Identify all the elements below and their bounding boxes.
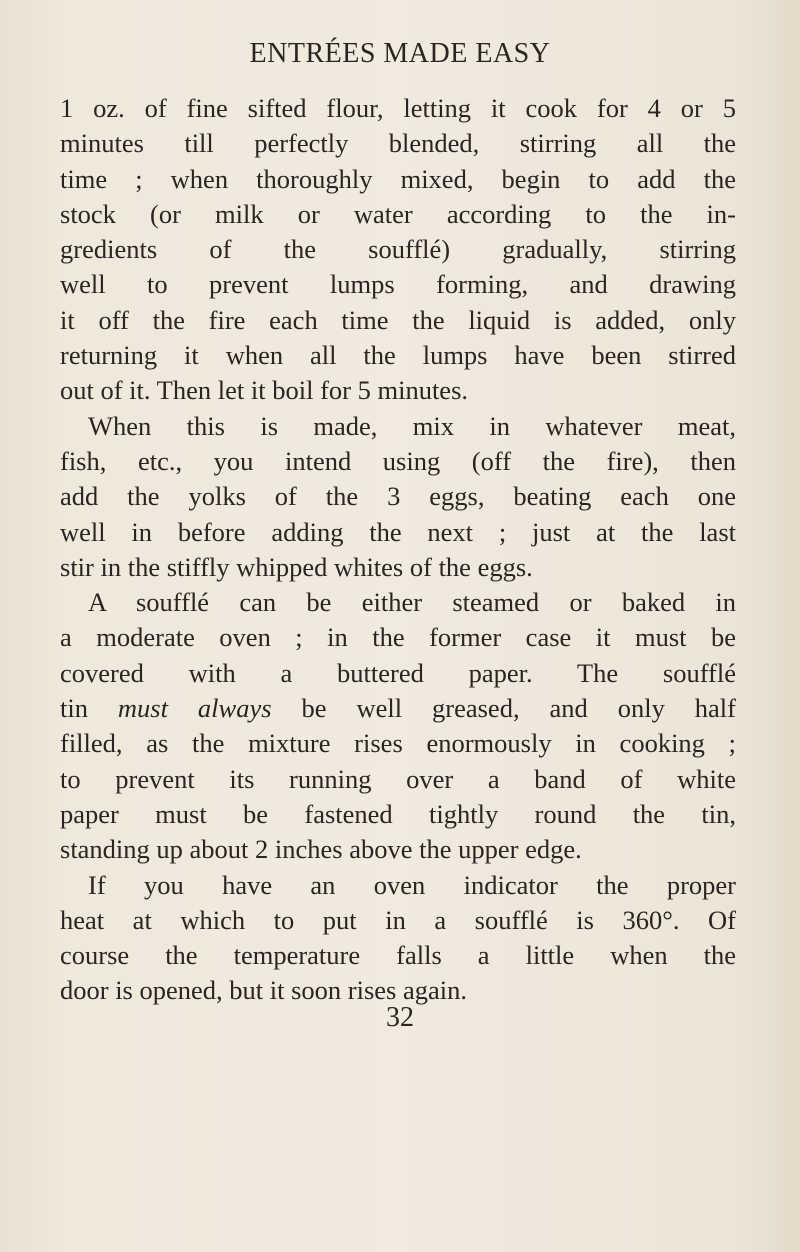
text-line: gredients of the soufflé) gradually, stirring bbox=[60, 234, 736, 265]
text-line: stock (or milk or water according to the in- bbox=[60, 198, 736, 229]
text-line: door is opened, but it soon rises again. bbox=[60, 975, 468, 1006]
running-header: ENTRÉES MADE EASY bbox=[249, 38, 551, 69]
text-line: it off the fire each time the liquid is added, only bbox=[60, 304, 736, 335]
italic-emphasis: must always bbox=[117, 693, 272, 724]
text-segment: be well greased, and only half bbox=[271, 693, 736, 724]
text-line: add the yolks of the 3 eggs, beating each one bbox=[60, 481, 736, 512]
text-line: out of it. Then let it boil for 5 minutes. bbox=[60, 375, 469, 406]
page-number: 32 bbox=[386, 1002, 414, 1033]
text-line: minutes till perfectly blended, stirring all the bbox=[60, 128, 736, 159]
text-line: standing up about 2 inches above the upper edge. bbox=[60, 834, 582, 865]
text-line: stir in the stiffly whipped whites of the eggs. bbox=[60, 551, 533, 582]
text-line: heat at which to put in a soufflé is 360°. Of bbox=[60, 904, 736, 935]
text-line: A soufflé can be either steamed or baked in bbox=[88, 587, 736, 618]
text-line: If you have an oven indicator the proper bbox=[88, 869, 736, 900]
text-line: well to prevent lumps forming, and drawing bbox=[60, 269, 736, 300]
text-line: a moderate oven ; in the former case it must be bbox=[60, 622, 736, 653]
text-line: well in before adding the next ; just at the last bbox=[60, 516, 736, 547]
text-line: returning it when all the lumps have been stirred bbox=[60, 340, 736, 371]
body-text bbox=[60, 91, 736, 1009]
text-line: to prevent its running over a band of white bbox=[60, 763, 736, 794]
text-line-with-italic bbox=[60, 691, 736, 726]
text-line: covered with a buttered paper. The soufflé bbox=[60, 657, 736, 688]
text-line: filled, as the mixture rises enormously in cooking ; bbox=[60, 728, 736, 759]
text-line: course the temperature falls a little when the bbox=[60, 940, 736, 971]
text-line: 1 oz. of fine sifted flour, letting it cook for 4 or 5 bbox=[60, 93, 736, 123]
text-segment: tin bbox=[60, 693, 118, 724]
text-line: time ; when thoroughly mixed, begin to add the bbox=[60, 163, 736, 194]
text-line: paper must be fastened tightly round the tin, bbox=[60, 798, 736, 829]
text-line: fish, etc., you intend using (off the fire), then bbox=[60, 445, 736, 476]
text-line: When this is made, mix in whatever meat, bbox=[88, 410, 736, 441]
